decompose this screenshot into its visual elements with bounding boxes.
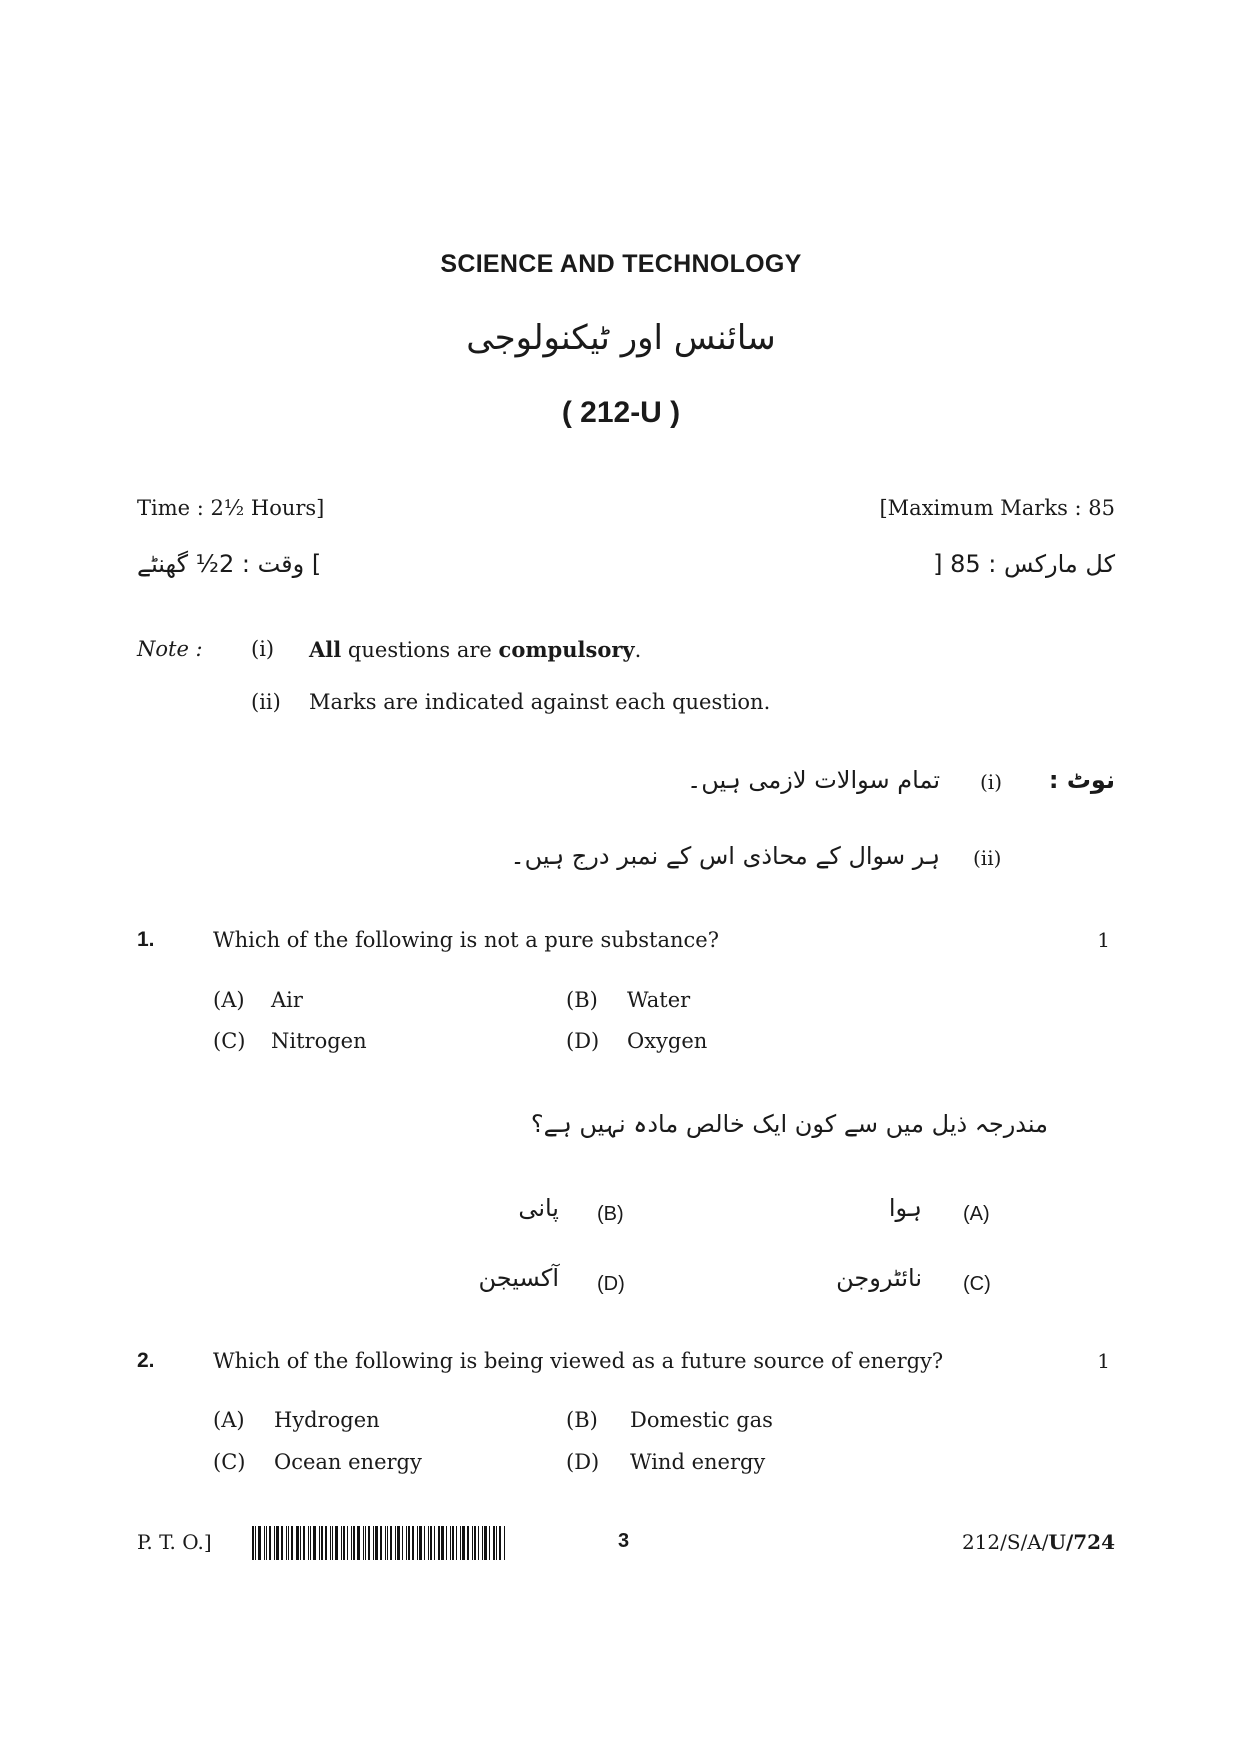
barcode-bar	[288, 1526, 289, 1560]
note-label-urdu: نوٹ :	[1048, 766, 1115, 794]
pto-label: P. T. O.]	[137, 1530, 212, 1554]
page-number: 3	[618, 1530, 630, 1552]
barcode-bar	[269, 1526, 271, 1560]
option-label: (B)	[566, 988, 598, 1012]
option-label-urdu: (C)	[963, 1273, 991, 1295]
barcode-bar	[424, 1526, 425, 1560]
barcode-bar	[456, 1526, 457, 1560]
barcode-bar	[303, 1526, 305, 1560]
note-item-text: All questions are compulsory.	[309, 637, 642, 662]
barcode-bar	[402, 1526, 403, 1560]
barcode-bar	[335, 1526, 338, 1560]
barcode-bar	[496, 1526, 497, 1560]
barcode-bar	[332, 1526, 333, 1560]
barcode-bar	[441, 1526, 444, 1560]
option-text: Domestic gas	[630, 1408, 773, 1432]
option-text: Wind energy	[630, 1450, 766, 1474]
paper-reference-code: 212/S/A/U/724	[961, 1530, 1115, 1554]
option-label-urdu: (B)	[597, 1203, 624, 1225]
option-label: (C)	[213, 1450, 246, 1474]
note-label: Note :	[137, 637, 203, 661]
barcode-bar	[353, 1526, 355, 1560]
barcode-bar	[276, 1526, 279, 1560]
option-text: Water	[627, 988, 691, 1012]
question-text-urdu: مندرجہ ذیل میں سے کون ایک خالص مادہ نہیں ہے؟	[530, 1110, 1048, 1138]
question-number: 1.	[137, 928, 155, 951]
barcode-bar	[484, 1526, 487, 1560]
option-label-urdu: (A)	[963, 1203, 990, 1225]
barcode-bar	[341, 1526, 342, 1560]
barcode-bar	[395, 1526, 396, 1560]
barcode-bar	[347, 1526, 348, 1560]
barcode-bar	[406, 1526, 407, 1560]
barcode-bar	[365, 1526, 366, 1560]
barcode-bar	[482, 1526, 483, 1560]
barcode-bar	[375, 1526, 378, 1560]
barcode-bar	[387, 1526, 388, 1560]
barcode-bar	[368, 1526, 370, 1560]
barcode-bar	[417, 1526, 418, 1560]
question-number: 2.	[137, 1349, 155, 1372]
barcode-bar	[499, 1526, 501, 1560]
time-label: Time : 2½ Hours]	[137, 496, 325, 520]
paper-title-urdu: سائنس اور ٹیکنولوجی	[466, 318, 776, 358]
question-text: Which of the following is not a pure substance?	[213, 928, 719, 952]
option-text: Hydrogen	[274, 1408, 380, 1432]
barcode-bar	[446, 1526, 447, 1560]
barcode-bar	[460, 1526, 461, 1560]
paper-title: SCIENCE AND TECHNOLOGY	[440, 250, 802, 278]
note-item-num: (ii)	[251, 690, 281, 714]
barcode-bar	[274, 1526, 275, 1560]
barcode-bar	[357, 1526, 360, 1560]
barcode-bar	[474, 1526, 476, 1560]
barcode-bar	[308, 1526, 309, 1560]
option-label: (A)	[213, 988, 245, 1012]
barcode-bar	[266, 1526, 267, 1560]
option-text-urdu: پانی	[518, 1194, 559, 1222]
barcode-bar	[281, 1526, 283, 1560]
barcode-bar	[419, 1526, 422, 1560]
option-label: (D)	[566, 1029, 600, 1053]
barcode-bar	[313, 1526, 316, 1560]
option-text-urdu: ہوا	[888, 1194, 922, 1222]
question-text: Which of the following is being viewed as a future source of energy?	[213, 1349, 944, 1373]
barcode-bar	[438, 1526, 440, 1560]
barcode-bar	[319, 1526, 320, 1560]
barcode-bar	[489, 1526, 490, 1560]
barcode-bar	[452, 1526, 454, 1560]
barcode-bar	[467, 1526, 469, 1560]
barcode-bar	[373, 1526, 374, 1560]
note-item-text-urdu: تمام سوالات لازمی ہیں۔	[687, 766, 940, 794]
barcode-bar	[264, 1526, 265, 1560]
barcode-bar	[351, 1526, 352, 1560]
option-text: Ocean energy	[274, 1450, 422, 1474]
barcode-bar	[325, 1526, 327, 1560]
option-text: Nitrogen	[271, 1029, 367, 1053]
barcode-bar	[385, 1526, 386, 1560]
barcode-bar	[258, 1526, 261, 1560]
barcode-bar	[363, 1526, 364, 1560]
barcode-bar	[321, 1526, 323, 1560]
option-label: (D)	[566, 1450, 600, 1474]
note-item-text: Marks are indicated against each question.	[309, 690, 771, 714]
time-label-urdu: ] وقت : 2½ گھنٹے	[137, 550, 322, 578]
barcode-bar	[397, 1526, 400, 1560]
barcode-bar	[493, 1526, 495, 1560]
barcode-bar	[255, 1526, 256, 1560]
barcode-bar	[310, 1526, 311, 1560]
option-label: (A)	[213, 1408, 245, 1432]
barcode-bar	[291, 1526, 293, 1560]
barcode-bar	[412, 1526, 414, 1560]
barcode-bar	[472, 1526, 473, 1560]
paper-code: ( 212-U )	[561, 396, 681, 429]
question-marks: 1	[1097, 928, 1110, 952]
barcode	[252, 1526, 542, 1560]
option-label: (B)	[566, 1408, 598, 1432]
option-text-urdu: آکسیجن	[478, 1264, 559, 1292]
barcode-bar	[430, 1526, 432, 1560]
barcode-bar	[504, 1526, 505, 1560]
barcode-bar	[286, 1526, 287, 1560]
barcode-bar	[330, 1526, 331, 1560]
barcode-bar	[408, 1526, 410, 1560]
option-text: Oxygen	[627, 1029, 708, 1053]
option-text: Air	[271, 988, 303, 1012]
max-marks-label: [Maximum Marks : 85	[879, 496, 1115, 520]
barcode-bar	[252, 1526, 254, 1560]
note-item-num: (i)	[251, 637, 275, 661]
option-label: (C)	[213, 1029, 246, 1053]
note-item-num-urdu: (i)	[980, 770, 1003, 794]
note-item-num-urdu: (ii)	[973, 846, 1002, 870]
note-item-text-urdu: ہر سوال کے محاذی اس کے نمبر درج ہیں۔	[510, 842, 940, 870]
barcode-bar	[296, 1526, 299, 1560]
barcode-bar	[450, 1526, 451, 1560]
barcode-bar	[343, 1526, 345, 1560]
max-marks-label-urdu: کل مارکس : 85 [	[933, 550, 1115, 578]
option-text-urdu: نائٹروجن	[836, 1264, 922, 1292]
option-label-urdu: (D)	[597, 1273, 625, 1295]
barcode-bar	[462, 1526, 465, 1560]
question-marks: 1	[1097, 1349, 1110, 1373]
barcode-bar	[300, 1526, 301, 1560]
barcode-bar	[428, 1526, 429, 1560]
barcode-bar	[390, 1526, 392, 1560]
barcode-bar	[434, 1526, 435, 1560]
barcode-bar	[380, 1526, 382, 1560]
barcode-bar	[478, 1526, 479, 1560]
